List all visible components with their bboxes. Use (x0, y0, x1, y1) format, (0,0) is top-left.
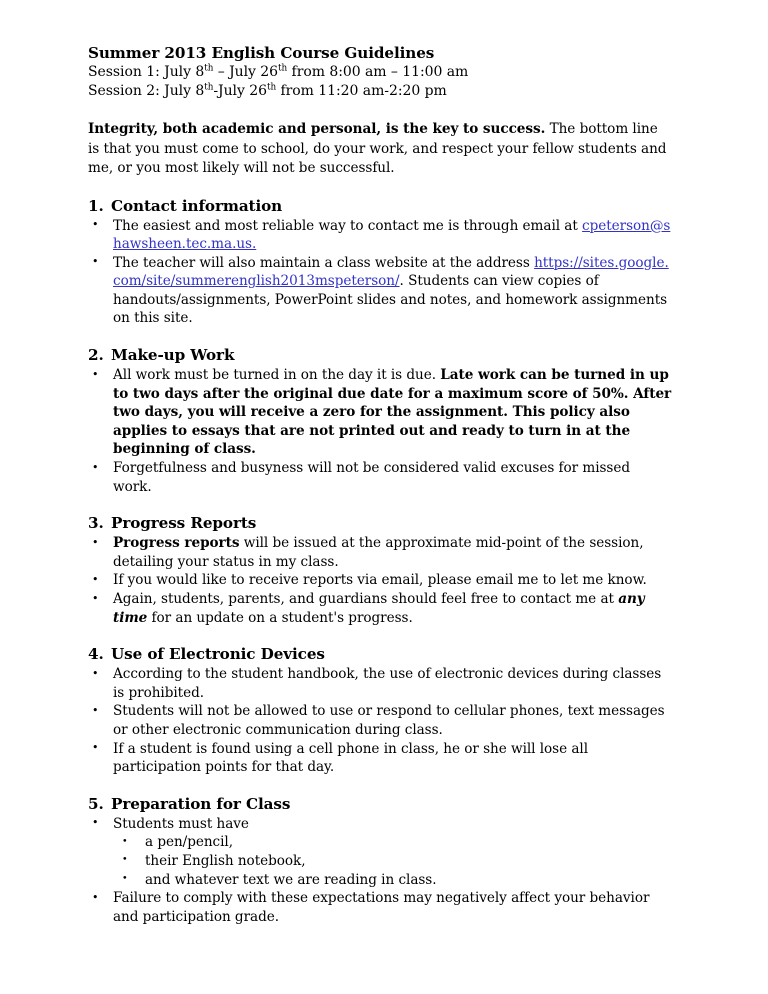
bullet-text-pre: If a student is found using a cell phone in class, he or she will lose all participation points for that day. (113, 740, 589, 776)
list-item (88, 815, 672, 889)
section-5-heading (88, 794, 672, 814)
bullet-text-pre: Students must have (113, 815, 249, 832)
session-2-line (88, 82, 672, 101)
list-item (88, 740, 672, 777)
bullet-text-post: . Students can view copies of handouts/assignments, PowerPoint slides and notes, and homework assignments on this site. (113, 273, 668, 327)
email-link[interactable]: cpeterson@shawsheen.tec.ma.us. (113, 217, 671, 253)
section-use-of-electronic-devices (88, 644, 672, 777)
section-1-heading (88, 196, 672, 216)
session-2-suffix: from 11:20 am-2:20 pm (276, 83, 447, 99)
section-3-number: 3. (88, 514, 104, 533)
bullet-text-bold: Late work can be turned in up to two days after the original due date for a maximum score of 50%. After two days, you will receive a zero for the assignment. This policy also applies to essays that are not printed out and ready to turn in at the beginning of class. (113, 367, 672, 458)
bullet-text-bolditalic: any time (113, 591, 645, 626)
list-item: • a pen/pencil, (113, 833, 672, 852)
bullet-text-pre: All work must be turned in on the day it is due. (113, 367, 441, 384)
intro-rest: The bottom line is that you must come to school, do your work, and respect your fellow students and me, or you most likely will not be successful. (88, 121, 667, 176)
bullet-bold-lead: Progress reports (113, 535, 240, 552)
session-1-prefix: Session 1: July 8 (88, 64, 205, 80)
section-5-sub-bullet-list (113, 833, 672, 889)
section-2-bullet-list (88, 366, 672, 496)
bullet-text-pre: According to the student handbook, the use of electronic devices during classes is prohibited. (113, 666, 662, 701)
intro-bold-lead: Integrity, both academic and personal, is the key to success. (88, 121, 546, 137)
list-item: • and whatever text we are reading in class. (113, 871, 672, 890)
list-item: • their English notebook, (113, 852, 672, 871)
list-item (88, 366, 672, 459)
section-1-bullet-list (88, 217, 672, 329)
session-1-sup-2: th (278, 63, 288, 74)
list-item (88, 665, 672, 702)
bullet-text-post: for an update on a student's progress. (147, 609, 413, 626)
list-item (88, 459, 672, 496)
section-preparation-for-class (88, 794, 672, 927)
list-item (88, 889, 672, 926)
section-2-heading (88, 345, 672, 365)
section-progress-reports (88, 513, 672, 627)
section-5-bullet-list (88, 815, 672, 927)
list-item (88, 217, 672, 254)
session-1-line (88, 63, 672, 82)
bullet-text-pre: If you would like to receive reports via email, please email me to let me know. (113, 572, 647, 589)
bullet-text-pre: The easiest and most reliable way to contact me is through email at (113, 217, 583, 234)
section-4-title: Use of Electronic Devices (111, 645, 325, 664)
section-5-title: Preparation for Class (111, 794, 291, 813)
session-1-mid: – July 26 (213, 64, 279, 80)
list-item (88, 534, 672, 571)
bullet-text-pre: Students will not be allowed to use or respond to cellular phones, text messages or other electronic communication during class. (113, 703, 665, 738)
section-3-heading (88, 513, 672, 533)
session-2-sup-1: th (204, 82, 214, 93)
session-1-sup-1: th (204, 63, 214, 74)
session-2-sup-2: th (266, 82, 277, 93)
section-4-number: 4. (88, 645, 104, 664)
session-2-prefix: Session 2: July 8 (88, 83, 205, 99)
section-make-up-work (88, 345, 672, 496)
session-2-mid: -July 26 (213, 83, 267, 99)
list-item (88, 254, 672, 328)
bullet-text-pre: Again, students, parents, and guardians should feel free to contact me at (113, 591, 619, 607)
section-4-heading (88, 644, 672, 664)
list-item (88, 702, 672, 739)
section-2-title: Make-up Work (111, 346, 235, 365)
website-link[interactable]: https://sites.google.com/site/summerenglish2013mspeterson/ (113, 254, 669, 290)
section-3-title: Progress Reports (111, 514, 257, 533)
bullet-text-pre: The teacher will also maintain a class website at the address (113, 254, 535, 271)
session-1-suffix: from 8:00 am – 11:00 am (287, 64, 469, 80)
page-title: Summer 2013 English Course Guidelines (88, 44, 435, 62)
section-2-number: 2. (88, 346, 104, 365)
section-4-bullet-list (88, 665, 672, 777)
section-5-number: 5. (88, 794, 104, 813)
bullet-text-pre: Forgetfulness and busyness will not be considered valid excuses for missed work. (113, 460, 631, 495)
section-1-number: 1. (88, 196, 104, 215)
list-item (88, 571, 672, 590)
bullet-text-pre: Failure to comply with these expectations may negatively affect your behavior and participation grade. (113, 890, 650, 925)
section-1-title: Contact information (111, 196, 283, 215)
list-item (88, 590, 672, 627)
intro-paragraph (88, 120, 672, 179)
bullet-text-post: will be issued at the approximate mid-point of the session, detailing your status in my class. (113, 535, 644, 570)
section-3-bullet-list (88, 534, 672, 627)
section-contact-information (88, 196, 672, 329)
